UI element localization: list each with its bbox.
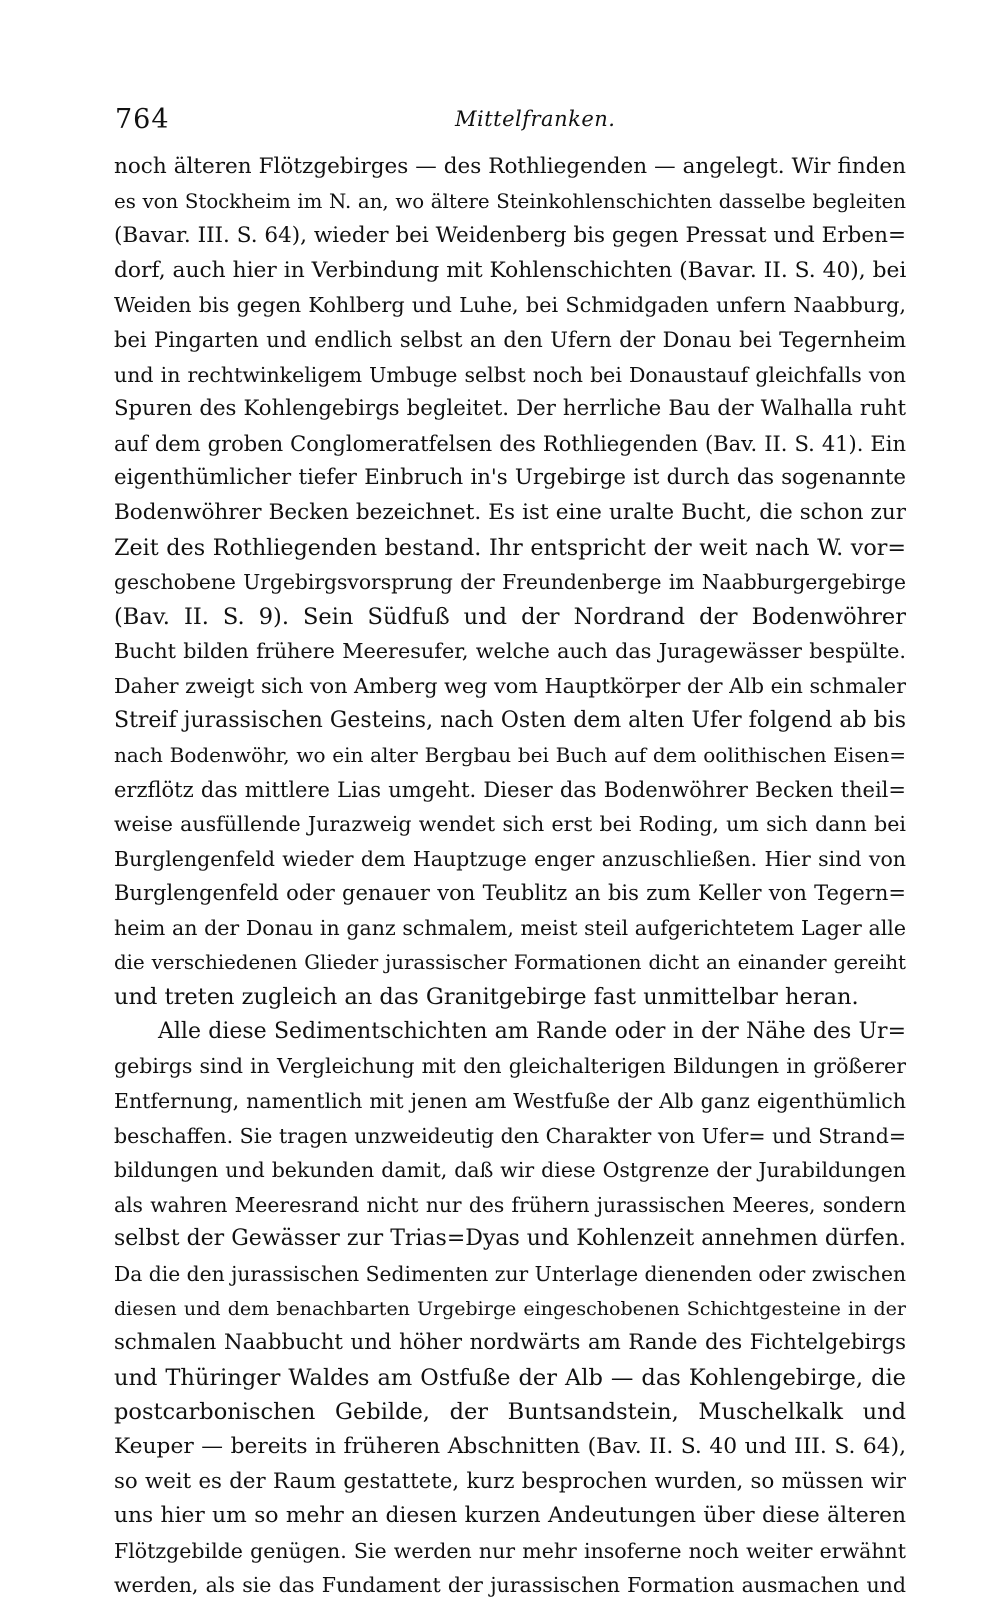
text-line: Entfernung, namentlich mit jenen am Westfuße der Alb ganz eigenthümlich <box>114 1089 906 1114</box>
text-line: (Bav. II. S. 9). Sein Südfuß und der Nordrand der Bodenwöhrer <box>114 603 906 630</box>
body-text <box>114 150 906 1603</box>
text-line: nach Bodenwöhr, wo ein alter Bergbau bei Buch auf dem oolithischen Eisen= <box>114 743 906 768</box>
text-line: eigenthümlicher tiefer Einbruch in's Urgebirge ist durch das sogenannte <box>114 465 906 491</box>
text-line: noch älteren Flötzgebirges — des Rothliegenden — angelegt. Wir finden <box>114 154 906 179</box>
text-line: als wahren Meeresrand nicht nur des frühern jurassischen Meeres, sondern <box>114 1192 906 1217</box>
text-line: bei Pingarten und endlich selbst an den Ufern der Donau bei Tegernheim <box>114 327 906 352</box>
running-head: Mittelfranken. <box>455 107 616 131</box>
page-number: 764 <box>115 104 170 135</box>
paragraph-1 <box>114 150 906 1015</box>
text-line: bildungen und bekunden damit, daß wir diese Ostgrenze der Jurabildungen <box>114 1158 906 1183</box>
paragraph-2 <box>114 1015 906 1603</box>
text-line: schmalen Naabbucht und höher nordwärts am Rande des Fichtelgebirgs <box>114 1330 906 1356</box>
text-line: es von Stockheim im N. an, wo ältere Steinkohlenschichten dasselbe begleiten <box>114 189 906 213</box>
text-line: beschaffen. Sie tragen unzweideutig den Charakter von Ufer= und Strand= <box>114 1123 906 1148</box>
text-line: heim an der Donau in ganz schmalem, meist steil aufgerichtetem Lager alle <box>114 916 906 941</box>
text-line: Spuren des Kohlengebirgs begleitet. Der herrliche Bau der Walhalla ruht <box>114 396 906 422</box>
text-line: gebirgs sind in Vergleichung mit den gleichalterigen Bildungen in größerer <box>114 1054 906 1079</box>
text-line: erzflötz das mittlere Lias umgeht. Dieser das Bodenwöhrer Becken theil= <box>114 777 906 802</box>
text-line: und Thüringer Waldes am Ostfuße der Alb — das Kohlengebirge, die <box>114 1364 906 1391</box>
text-line: und in rechtwinkeligem Umbuge selbst noch bei Donaustauf gleichfalls von <box>114 362 906 387</box>
page-header <box>115 104 890 140</box>
text-line: Burglengenfeld oder genauer von Teublitz an bis zum Keller von Tegern= <box>114 881 906 906</box>
text-line: postcarbonischen Gebilde, der Buntsandstein, Muschelkalk und <box>114 1399 906 1426</box>
text-line: auf dem groben Conglomeratfelsen des Rothliegenden (Bav. II. S. 41). Ein <box>114 431 906 456</box>
text-line: die verschiedenen Glieder jurassischer Formationen dicht an einander gereiht <box>114 950 906 974</box>
text-line: dorf, auch hier in Verbindung mit Kohlenschichten (Bavar. II. S. 40), bei <box>114 257 906 283</box>
text-line: Streif jurassischen Gesteins, nach Osten dem alten Ufer folgend ab bis <box>114 707 906 733</box>
text-line: Burglengenfeld wieder dem Hauptzuge enger anzuschließen. Hier sind von <box>114 846 906 871</box>
text-line: Daher zweigt sich von Amberg weg vom Hauptkörper der Alb ein schmaler <box>114 673 906 698</box>
text-line: und treten zugleich an das Granitgebirge fast unmittelbar heran. <box>114 984 859 1011</box>
text-line: weise ausfüllende Jurazweig wendet sich erst bei Roding, um sich dann bei <box>114 812 906 837</box>
text-line: so weit es der Raum gestattete, kurz besprochen wurden, so müssen wir <box>114 1468 906 1494</box>
text-line: Zeit des Rothliegenden bestand. Ihr entspricht der weit nach W. vor= <box>114 534 906 561</box>
text-line: Alle diese Sedimentschichten am Rande oder in der Nähe des Ur= <box>158 1018 906 1044</box>
text-line: Keuper — bereits in früheren Abschnitten (Bav. II. S. 40 und III. S. 64), <box>114 1433 906 1459</box>
text-line: Da die den jurassischen Sedimenten zur Unterlage dienenden oder zwischen <box>114 1262 906 1286</box>
text-line: geschobene Urgebirgsvorsprung der Freundenberge im Naabburgergebirge <box>114 570 906 595</box>
text-line: diesen und dem benachbarten Urgebirge eingeschobenen Schichtgesteine in der <box>114 1297 906 1320</box>
text-line: Bucht bilden frühere Meeresufer, welche auch das Juragewässer bespülte. <box>114 639 906 664</box>
text-line: Flötzgebilde genügen. Sie werden nur mehr insoferne noch weiter erwähnt <box>114 1538 906 1563</box>
text-line: (Bavar. III. S. 64), wieder bei Weidenberg bis gegen Pressat und Erben= <box>114 223 906 249</box>
text-line: selbst der Gewässer zur Trias=Dyas und Kohlenzeit annehmen dürfen. <box>114 1226 906 1252</box>
text-line: uns hier um so mehr an diesen kurzen Andeutungen über diese älteren <box>114 1503 906 1529</box>
text-line: werden, als sie das Fundament der jurassischen Formation ausmachen und <box>114 1573 906 1598</box>
text-line: Bodenwöhrer Becken bezeichnet. Es ist eine uralte Bucht, die schon zur <box>114 499 906 525</box>
text-line: Weiden bis gegen Kohlberg und Luhe, bei Schmidgaden unfern Naabburg, <box>114 293 906 318</box>
